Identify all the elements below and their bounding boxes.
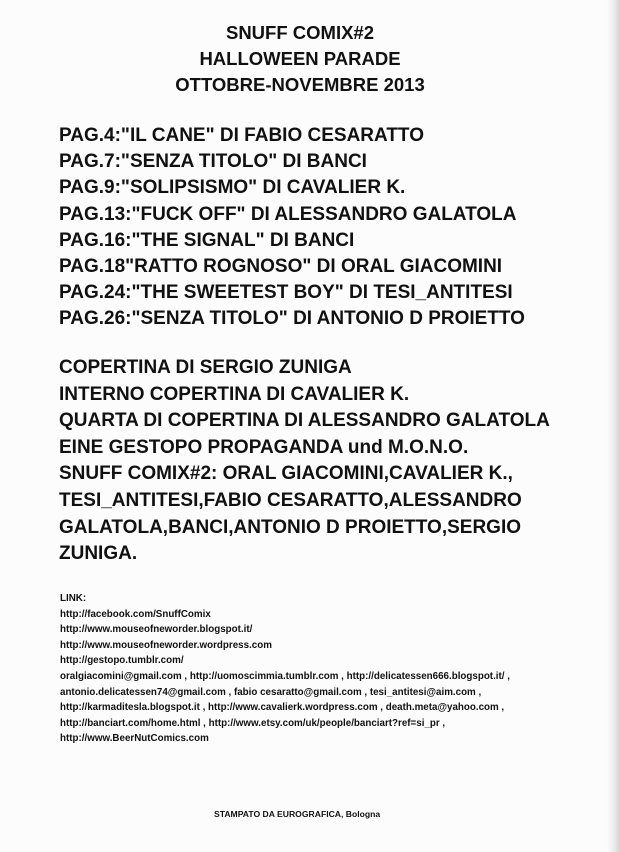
contents-item: PAG.18"RATTO ROGNOSO" DI ORAL GIACOMINI (59, 256, 503, 278)
credit-line: ZUNIGA. (59, 543, 138, 565)
credit-line: INTERNO COPERTINA DI CAVALIER K. (59, 383, 410, 405)
link-line: antonio.delicatessen74@gmail.com , fabio cesaratto@gmail.com , tesi_antitesi@aim.com , (60, 686, 482, 698)
printer-footer (214, 809, 380, 819)
credit-line: SNUFF COMIX#2: ORAL GIACOMINI,CAVALIER K., (59, 463, 513, 485)
issue-subtitle: HALLOWEEN PARADE (199, 48, 401, 69)
credits (59, 355, 604, 568)
link-line: http://www.BeerNutComics.com (60, 733, 209, 745)
link-line: http://gestopo.tumblr.com/ (60, 655, 184, 667)
contents-item: PAG.4:"IL CANE" DI FABIO CESARATTO (59, 125, 424, 146)
link-line: http://www.mouseofneworder.wordpress.com (60, 639, 272, 651)
link-line: http://banciart.com/home.html , http://www.etsy.com/uk/people/banciart?ref=si_pr , (60, 717, 446, 729)
link-line: http://www.mouseofneworder.blogspot.it/ (60, 624, 253, 636)
link-line: http://karmaditesla.blogspot.it , http://www.cavalierk.wordpress.com , death.meta@yahoo.com , (60, 702, 505, 714)
contents-item: PAG.24:"THE SWEETEST BOY" DI TESI_ANTITESI (59, 282, 513, 304)
magazine-title: SNUFF COMIX#2 (225, 22, 375, 43)
contents-item: PAG.16:"THE SIGNAL" DI BANCI (59, 229, 355, 251)
header (0, 20, 600, 98)
table-of-contents (59, 123, 599, 333)
links-heading: LINK: (60, 593, 87, 604)
contents-item: PAG.26:"SENZA TITOLO" DI ANTONIO D PROIETTO (59, 308, 525, 330)
issue-date: OTTOBRE-NOVEMBRE 2013 (175, 74, 425, 95)
credit-line: GALATOLA,BANCI,ANTONIO D PROIETTO,SERGIO (59, 516, 522, 538)
credit-line: TESI_ANTITESI,FABIO CESARATTO,ALESSANDRO (59, 489, 522, 511)
contents-item: PAG.9:"SOLIPSISMO" DI CAVALIER K. (59, 177, 406, 199)
page-edge-shadow (606, 0, 620, 852)
credit-line: EINE GESTOPO PROPAGANDA und M.O.N.O. (59, 436, 469, 458)
contents-item: PAG.7:"SENZA TITOLO" DI BANCI (59, 151, 367, 173)
link-line: oralgiacomini@gmail.com , http://uomoscimmia.tumblr.com , http://delicatessen666.blogspot.it/ , (60, 670, 510, 682)
credit-line: QUARTA DI COPERTINA DI ALESSANDRO GALATOLA (59, 410, 550, 432)
printer-city: , Bologna (341, 809, 381, 819)
printer-name: STAMPATO DA EUROGRAFICA (214, 809, 341, 819)
credit-line: COPERTINA DI SERGIO ZUNIGA (59, 357, 352, 378)
link-line: http://facebook.com/SnuffComix (60, 608, 211, 620)
contents-item: PAG.13:"FUCK OFF" DI ALESSANDRO GALATOLA (59, 203, 517, 225)
links-section (60, 591, 590, 747)
